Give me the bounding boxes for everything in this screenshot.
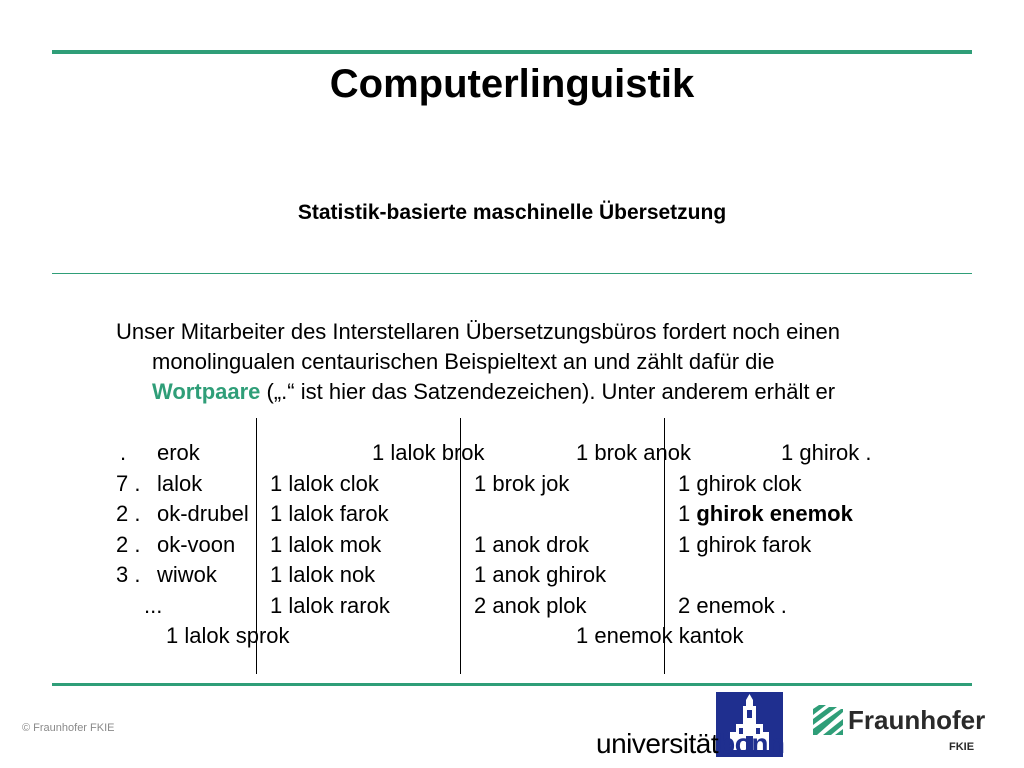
pair-cell: 1 enemok kantok xyxy=(576,623,744,648)
pair-cell: 1 anok ghirok xyxy=(474,562,607,587)
pair-word-2: lalok xyxy=(157,471,203,496)
pair-count: 1 xyxy=(678,501,697,526)
pair-count-4: 2 . xyxy=(116,532,141,557)
pair-cell: 1 lalok nok xyxy=(270,562,376,587)
bottom-divider xyxy=(52,683,972,686)
pair-cell: 1 lalok farok xyxy=(270,501,389,526)
pair-cell: 1 lalok brok xyxy=(372,440,485,465)
pair-cell: 1 anok drok xyxy=(474,532,589,557)
pair-cell: 1 lalok sprok xyxy=(166,623,290,648)
pair-cell: 1 lalok clok xyxy=(270,471,379,496)
paragraph-line-3 xyxy=(116,377,976,407)
pair-word-5: wiwok xyxy=(157,562,217,587)
pair-word-3: ok-drubel xyxy=(157,501,249,526)
pair-ellipsis: ... xyxy=(144,593,163,618)
pair-cell: 1 lalok mok xyxy=(270,532,382,557)
pair-cell: 1 ghirok . xyxy=(781,440,872,465)
pair-cell: 1 lalok rarok xyxy=(270,593,390,618)
pair-cell: 1 brok anok xyxy=(576,440,691,465)
university-logo-bold: bonn xyxy=(718,728,785,759)
pair-count-2: 7 . xyxy=(116,471,141,496)
highlight-word: Wortpaare xyxy=(152,379,261,404)
pair-cell: 1 brok jok xyxy=(474,471,570,496)
fraunhofer-logo-subtext: FKIE xyxy=(949,741,975,753)
paragraph-line-1: Unser Mitarbeiter des Interstellaren Übersetzungsbüros fordert noch einen xyxy=(116,319,840,344)
pair-cell: 2 enemok . xyxy=(678,593,787,618)
pair-word-4: ok-voon xyxy=(157,532,236,557)
pair-count-1: . xyxy=(120,440,127,465)
top-divider xyxy=(52,50,972,54)
university-logo-prefix: universität xyxy=(596,728,719,759)
pair-cell-highlighted xyxy=(678,499,853,529)
pair-cell: 1 ghirok clok xyxy=(678,471,802,496)
fraunhofer-logo-text: Fraunhofer xyxy=(848,705,986,735)
intro-paragraph xyxy=(116,317,976,407)
paragraph-line-2: monolingualen centaurischen Beispieltext an und zählt dafür die xyxy=(152,349,775,374)
page-title: Computerlinguistik xyxy=(329,62,695,106)
fraunhofer-logo-icon xyxy=(813,705,843,735)
pair-cell: 2 anok plok xyxy=(474,593,587,618)
pair-bold-text: ghirok enemok xyxy=(696,501,853,526)
middle-divider xyxy=(52,273,972,274)
university-logo-text xyxy=(596,728,785,760)
copyright-notice: © Fraunhofer FKIE xyxy=(22,722,115,734)
pair-word-1: erok xyxy=(157,440,200,465)
page-subtitle: Statistik-basierte maschinelle Übersetzung xyxy=(297,201,727,224)
pair-count-5: 3 . xyxy=(116,562,141,587)
pair-cell: 1 ghirok farok xyxy=(678,532,812,557)
paragraph-line-3-rest: („.“ ist hier das Satzendezeichen). Unter anderem erhält er xyxy=(260,379,836,404)
pair-count-3: 2 . xyxy=(116,501,141,526)
